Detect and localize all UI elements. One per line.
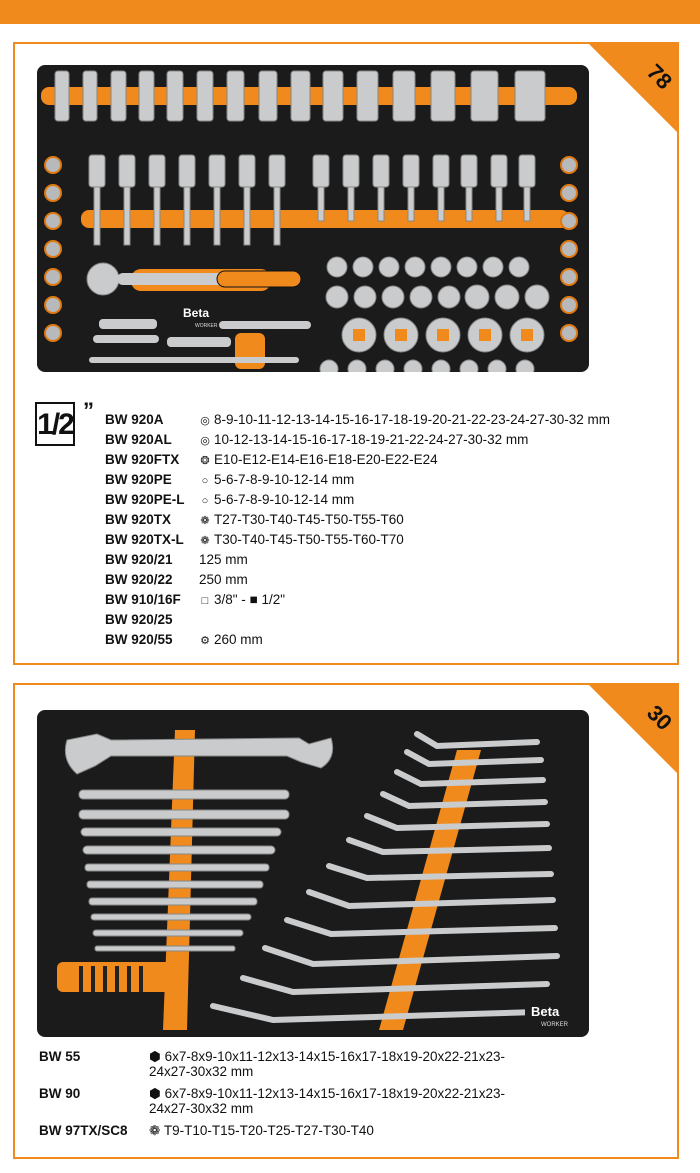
item-sizes: 5-6-7-8-9-10-12-14 mm (214, 472, 355, 487)
item-code: BW 910/16F (105, 592, 181, 607)
list-item (105, 590, 285, 610)
brand-logo-subtext: WORKER (195, 323, 218, 329)
quantity-badge-number: 78 (641, 59, 677, 95)
item-code: BW 97TX/SC8 (39, 1123, 128, 1138)
list-item (105, 570, 248, 590)
socket-type-icon: ◎ (200, 415, 210, 427)
item-sizes (149, 1123, 374, 1138)
item-sizes-line2: 24x27-30x32 mm (149, 1064, 254, 1079)
list-item (105, 490, 354, 510)
brand-logo-subtext: WORKER (541, 1022, 568, 1028)
square-drive-icon: □ (201, 595, 209, 607)
nut-icon: ⬢ (149, 1086, 161, 1101)
item-sizes: 125 mm (199, 552, 248, 567)
socket-tray-image (37, 65, 589, 372)
wrench-set-panel (13, 683, 679, 1159)
torx-e-icon: ❂ (200, 455, 210, 467)
item-code: BW 920FTX (105, 452, 180, 467)
torx-icon: ❁ (149, 1123, 161, 1138)
item-sizes (149, 1086, 505, 1116)
quantity-badge (587, 42, 679, 134)
torx-icon: ❁ (200, 535, 210, 547)
drive-size-symbol: 1/2 (35, 402, 75, 446)
item-sizes-line1: 6x7-8x9-10x11-12x13-14x15-16x17-18x19-20x22-21x23- (164, 1086, 506, 1101)
item-code: BW 55 (39, 1049, 81, 1064)
item-code: BW 920PE-L (105, 492, 185, 507)
list-item (105, 430, 528, 450)
item-sizes-line1: T9-T10-T15-T20-T25-T27-T30-T40 (163, 1123, 374, 1138)
list-item (105, 550, 248, 570)
socket-type-icon: ◎ (200, 435, 210, 447)
item-sizes: T30-T40-T45-T50-T55-T60-T70 (214, 532, 404, 547)
item-code: BW 920TX (105, 512, 172, 527)
nut-icon: ⬢ (149, 1049, 161, 1064)
quantity-badge-number: 30 (641, 700, 677, 736)
item-code: BW 920/25 (105, 612, 173, 627)
wrench-tray-illustration (37, 710, 589, 1037)
list-item (105, 630, 263, 650)
hex-bit-icon: ○ (201, 495, 209, 507)
hex-bit-icon: ○ (201, 475, 209, 487)
socket-tray-illustration (37, 65, 589, 372)
list-item (105, 450, 438, 470)
item-sizes: 250 mm (199, 572, 248, 587)
brand-logo-text: Beta (531, 1004, 560, 1019)
item-code: BW 920PE (105, 472, 172, 487)
item-sizes: 8-9-10-11-12-13-14-15-16-17-18-19-20-21-22-23-24-27-30-32 mm (214, 412, 610, 427)
list-item (105, 470, 354, 490)
item-code: BW 920A (105, 412, 164, 427)
item-code: BW 920/55 (105, 632, 173, 647)
item-sizes: T27-T30-T40-T45-T50-T55-T60 (214, 512, 404, 527)
item-sizes: 5-6-7-8-9-10-12-14 mm (214, 492, 355, 507)
torx-icon: ❁ (200, 515, 210, 527)
list-item (105, 530, 404, 550)
list-item (105, 610, 199, 630)
drive-size-quote: ” (83, 398, 94, 423)
item-code: BW 920/21 (105, 552, 173, 567)
item-code: BW 920TX-L (105, 532, 184, 547)
item-sizes (149, 1049, 505, 1079)
item-sizes: 10-12-13-14-15-16-17-18-19-21-22-24-27-30-32 mm (214, 432, 529, 447)
item-code: BW 90 (39, 1086, 81, 1101)
list-item (105, 410, 610, 430)
item-sizes: E10-E12-E14-E16-E18-E20-E22-E24 (214, 452, 438, 467)
list-item (105, 510, 404, 530)
socket-set-panel (13, 42, 679, 665)
item-sizes: 3/8" - ■ 1/2" (214, 592, 286, 607)
quantity-badge (587, 683, 679, 775)
top-accent-bar (0, 0, 700, 24)
item-sizes-line2: 24x27-30x32 mm (149, 1101, 254, 1116)
brand-logo-text: Beta (183, 306, 210, 320)
wrench-tray-image (37, 710, 589, 1037)
item-code: BW 920/22 (105, 572, 173, 587)
ratchet-icon: ⚙ (200, 635, 210, 647)
item-sizes-line1: 6x7-8x9-10x11-12x13-14x15-16x17-18x19-20x22-21x23- (164, 1049, 506, 1064)
item-sizes: 260 mm (214, 632, 263, 647)
item-code: BW 920AL (105, 432, 172, 447)
